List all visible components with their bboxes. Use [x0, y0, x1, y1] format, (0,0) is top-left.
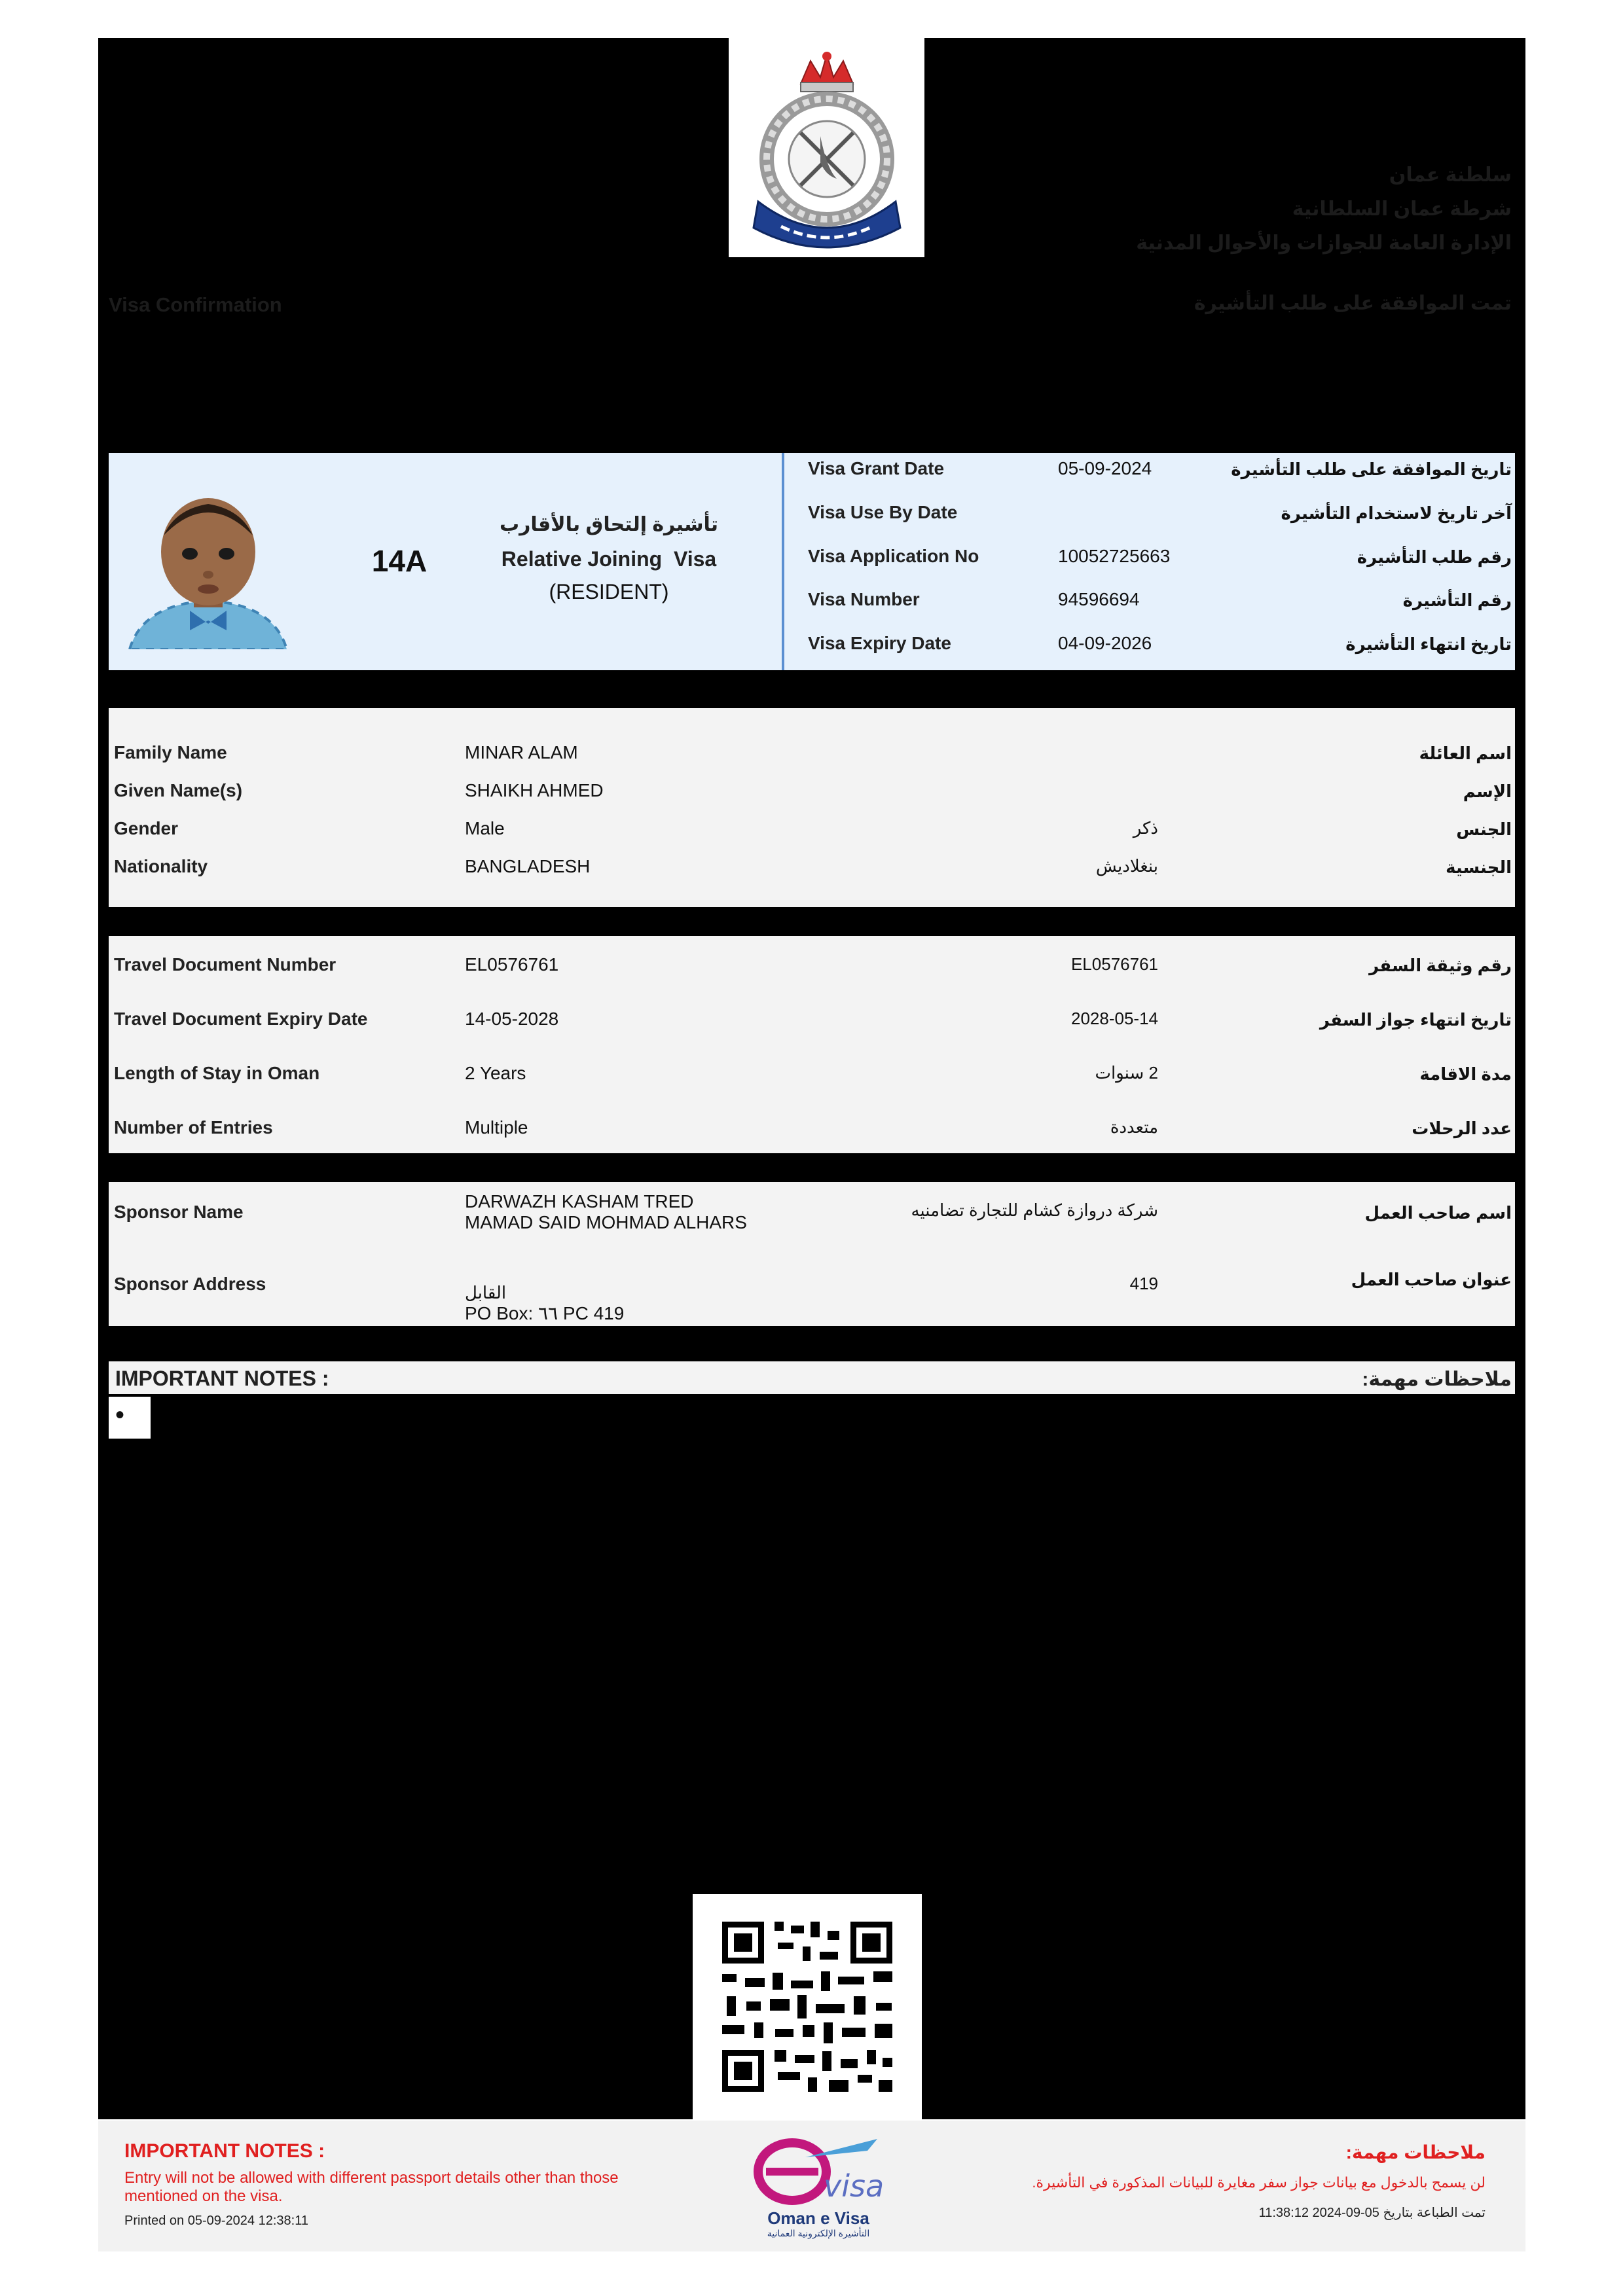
notes-bullet: • [115, 1401, 125, 1429]
visa-grant-date-value: 05-09-2024 [1058, 458, 1152, 478]
personal-details-panel [109, 708, 1515, 907]
length-of-stay-value-ar: 2 سنوات [1095, 1063, 1158, 1083]
footer-note-en: Entry will not be allowed with different passport details other than those mentioned on the visa. [124, 2169, 619, 2205]
authority-line-2: شرطة عمان السلطانية [1292, 198, 1512, 220]
sponsor-address-line-2: PO Box: ٦٦ PC 419 [465, 1303, 625, 1323]
length-of-stay-label-ar: مدة الاقامة [1419, 1064, 1512, 1084]
sponsor-name-line-2: MAMAD SAID MOHMAD ALHARS [465, 1212, 747, 1232]
important-notes-title: IMPORTANT NOTES : [115, 1367, 329, 1390]
visa-type-en: Relative Joining Visa [501, 547, 717, 571]
nationality-value: BANGLADESH [465, 856, 591, 876]
authority-line-3: الإدارة العامة للجوازات والأحوال المدنية [1136, 232, 1512, 254]
sponsor-address-label-ar: عنوان صاحب العمل [1351, 1270, 1512, 1289]
visa-use-by-date-label-ar: آخر تاريخ لاستخدام التأشيرة [1281, 503, 1512, 523]
travel-doc-number-label: Travel Document Number [114, 954, 337, 975]
visa-category: (RESIDENT) [549, 580, 669, 603]
visa-expiry-date-label-ar: تاريخ انتهاء التأشيرة [1345, 634, 1512, 654]
emblem-box [729, 38, 924, 257]
travel-doc-expiry-label-ar: تاريخ انتهاء جواز السفر [1319, 1010, 1512, 1030]
applicant-photo [117, 490, 300, 649]
visa-grant-date-label: Visa Grant Date [808, 458, 945, 478]
evisa-logo-subtext: التأشيرة الإلكترونية العمانية [767, 2228, 870, 2238]
footer-printed-en: Printed on 05-09-2024 12:38:11 [124, 2214, 308, 2228]
gender-label-ar: الجنس [1456, 819, 1512, 839]
family-name-value: MINAR ALAM [465, 742, 578, 762]
gender-value: Male [465, 818, 505, 838]
visa-grant-date-label-ar: تاريخ الموافقة على طلب التأشيرة [1231, 459, 1512, 479]
given-names-label: Given Name(s) [114, 780, 243, 800]
evisa-logo-icon [746, 2131, 890, 2210]
length-of-stay-value: 2 Years [465, 1063, 526, 1083]
evisa-logo-text: Oman e Visa [767, 2208, 869, 2228]
visa-panel-divider [782, 453, 784, 670]
visa-expiry-date-value: 04-09-2026 [1058, 633, 1152, 653]
visa-application-no-value: 10052725663 [1058, 546, 1171, 566]
visa-expiry-date-label: Visa Expiry Date [808, 633, 951, 653]
sponsor-name-line-1: DARWAZH KASHAM TRED [465, 1191, 694, 1211]
visa-type-ar: تأشيرة إلتحاق بالأقارب [499, 514, 718, 535]
nationality-label: Nationality [114, 856, 208, 876]
visa-application-no-label: Visa Application No [808, 546, 979, 566]
given-names-value: SHAIKH AHMED [465, 780, 604, 800]
visa-application-no-label-ar: رقم طلب التأشيرة [1357, 547, 1512, 567]
nationality-value-ar: بنغلاديش [1095, 856, 1158, 876]
family-name-label-ar: اسم العائلة [1419, 744, 1512, 763]
number-of-entries-label-ar: عدد الرحلات [1412, 1119, 1512, 1138]
royal-oman-police-emblem-icon [729, 38, 924, 257]
sponsor-details-panel [109, 1182, 1515, 1326]
page-title: Visa Confirmation [109, 293, 282, 316]
family-name-label: Family Name [114, 742, 227, 762]
travel-doc-expiry-value: 14-05-2028 [465, 1009, 559, 1029]
gender-value-ar: ذكر [1133, 818, 1158, 838]
notes-bullet-box [109, 1397, 151, 1439]
qr-code-box [693, 1894, 922, 2119]
important-notes-title-ar: ملاحظات مهمة: [1362, 1369, 1512, 1390]
sponsor-address-line-1: القابل [465, 1283, 507, 1302]
sponsor-name-label: Sponsor Name [114, 1202, 244, 1222]
visa-code: 14A [371, 544, 428, 578]
travel-doc-expiry-label: Travel Document Expiry Date [114, 1009, 368, 1029]
sponsor-name-ar: شركة دروازة كشام للتجارة تضامنيه [911, 1200, 1158, 1220]
visa-number-value: 94596694 [1058, 589, 1140, 609]
visa-number-label-ar: رقم التأشيرة [1402, 590, 1512, 610]
number-of-entries-value-ar: متعددة [1110, 1117, 1158, 1137]
svg-text:visa: visa [824, 2168, 884, 2204]
travel-doc-number-value-ar: EL0576761 [1070, 954, 1158, 974]
gender-label: Gender [114, 818, 179, 838]
qr-code-icon [693, 1894, 922, 2119]
nationality-label-ar: الجنسية [1446, 857, 1512, 877]
sponsor-address-ar: 419 [1129, 1274, 1158, 1293]
number-of-entries-label: Number of Entries [114, 1117, 273, 1138]
footer-notes-title-ar: ملاحظات مهمة: [1345, 2142, 1486, 2162]
evisa-logo [746, 2131, 890, 2242]
given-names-label-ar: الإسم [1463, 781, 1512, 801]
visa-number-label: Visa Number [808, 589, 920, 609]
travel-doc-number-label-ar: رقم وثيقة السفر [1369, 956, 1512, 975]
footer-printed-ar: تمت الطباعة بتاريخ 05-09-2024 11:38:12 [1258, 2206, 1486, 2220]
travel-doc-number-value: EL0576761 [465, 954, 559, 975]
footer-notes-title: IMPORTANT NOTES : [124, 2140, 325, 2162]
visa-use-by-date-label: Visa Use By Date [808, 502, 958, 522]
authority-line-1: سلطنة عمان [1389, 164, 1512, 186]
page-title-ar: تمت الموافقة على طلب التأشيرة [1194, 293, 1512, 314]
sponsor-address-label: Sponsor Address [114, 1274, 266, 1294]
footer-note-ar: لن يسمح بالدخول مع بيانات جواز سفر مغايرة للبيانات المذكورة في التأشيرة. [1032, 2174, 1486, 2191]
travel-doc-expiry-value-ar: 2028-05-14 [1071, 1009, 1158, 1028]
length-of-stay-label: Length of Stay in Oman [114, 1063, 320, 1083]
number-of-entries-value: Multiple [465, 1117, 528, 1138]
sponsor-name-label-ar: اسم صاحب العمل [1364, 1203, 1512, 1223]
